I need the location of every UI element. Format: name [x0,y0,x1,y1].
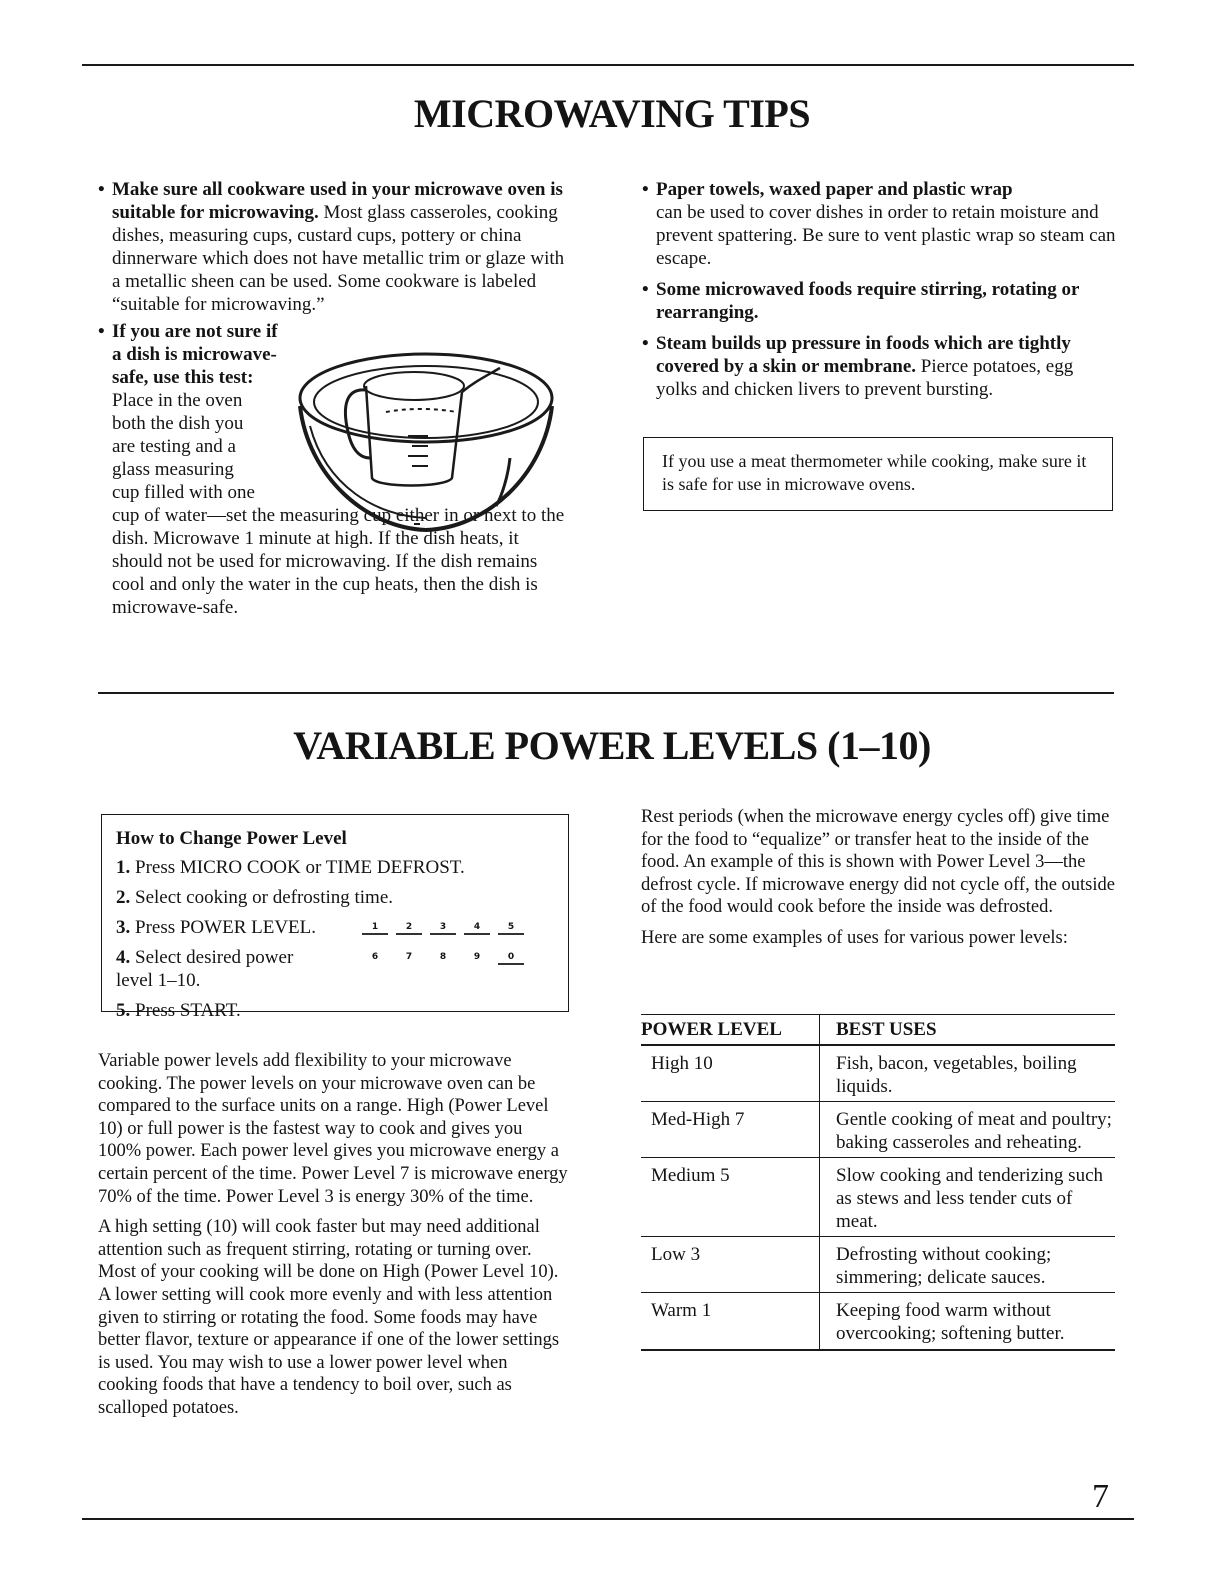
tip-line: cup filled with one [112,482,255,503]
keypad-key: 2 [396,921,422,935]
power-keypad-illustration [362,921,562,981]
tip-steam-text: Pierce potatoes, egg yolks and chicken livers to prevent bursting. [656,356,1074,400]
keypad-key: 9 [473,952,481,962]
tip-stirring: • Some microwaved foods require stirring, rotating or rearranging. [642,279,1080,323]
howto-step: 1. Press MICRO COOK or TIME DEFROST. [116,857,465,878]
keypad-key: 3 [430,921,456,935]
tip-paper-towels-bold: Paper towels, waxed paper and plastic wrap [656,179,1013,200]
tip-dish-test: • If you are not sure if a dish is microwave-safe, use this test: Place in the oven both the dish you are testing and a glass measuring cup filled with one cup of water—set the measuring cup either in or next to the dish. Microwave 1 minute at high. If the dish heats, it should not be used for microwaving. If the dish remains cool and only the water in the cup heats, then the dish is microwave-safe. [98,320,568,619]
howto-step: 4. Select desired power level 1–10. [116,947,294,991]
tip-paper-towels: • Paper towels, waxed paper and plastic wrap can be used to cover dishes in order to retain moisture and prevent spattering. Be sure to vent plastic wrap so steam can escape. [642,179,1116,269]
thermometer-note-box [643,437,1113,511]
tip-cookware: • Make sure all cookware used in your microwave oven is suitable for microwaving. Most glass casseroles, cooking dishes, measuring cups, custard cups, pottery or china dinnerware which does not have metallic trim or glaze with a metallic sheen can be used. Some cookware is labeled “suitable for microwaving.” [98,179,565,315]
section-title-microwaving-tips: MICROWAVING TIPS [413,91,811,136]
table-cell: Slow cooking and tenderizing such as stews and less tender cuts of meat. [836,1165,1104,1232]
table-cell: Fish, bacon, vegetables, boiling liquids. [836,1053,1077,1097]
table-cell: Med-High 7 [641,1102,820,1158]
power-para-1: Variable power levels add flexibility to your microwave cooking. The power levels on your microwave oven can be compared to the surface units on a range. High (Power Level 10) or full power is the fastest way to cook and gives you 100% power. Each power level gives you microwave energy a certain percent of the time. Power Level 7 is microwave energy 70% of the time. Power Level 3 is energy 30% of the time. [98,1051,568,1207]
power-para-examples: Here are some examples of uses for various power levels: [641,927,1068,948]
tip-cookware-text: Most glass casseroles, cooking dishes, measuring cups, custard cups, pottery or china dinnerware which does not have metallic trim or glaze with a metallic sheen can be used. Some cookware is labeled “suitable for microwaving.” [112,202,565,315]
table-cell: Low 3 [641,1237,820,1293]
keypad-key: 0 [498,951,524,965]
power-levels-table [641,1014,1115,1351]
keypad-key: 7 [405,952,413,962]
power-right-text [641,806,1117,950]
tip-line: Place in the oven [112,390,243,411]
table-row [641,1237,1115,1293]
tip-line: glass measuring [112,459,234,480]
tip-paper-towels-text: can be used to cover dishes in order to retain moisture and prevent spattering. Be sure to vent plastic wrap so steam can escape. [656,202,1116,269]
table-cell: Defrosting without cooking; simmering; delicate sauces. [836,1244,1052,1288]
thermometer-note: If you use a meat thermometer while cooking, make sure it is safe for use in microwave ovens. [662,451,1087,494]
table-cell: Medium 5 [641,1158,820,1237]
tip-steam: • Steam builds up pressure in foods which are tightly covered by a skin or membrane. Pierce potatoes, egg yolks and chicken livers to prevent bursting. [642,333,1074,400]
tips-right-column [642,178,1116,401]
section-divider [98,692,1114,694]
bottom-rule [82,1518,1134,1520]
top-rule [82,64,1134,66]
howto-step: 5. Press START. [116,1000,241,1021]
power-left-text [98,1050,568,1420]
howto-step: 3. Press POWER LEVEL. [116,917,317,938]
tip-cookware-bold: Make sure all cookware used in your microwave oven is suitable for microwaving. [112,179,563,223]
howto-step: 2. Select cooking or defrosting time. [116,887,394,908]
keypad-key: 1 [362,921,388,935]
tip-dish-test-rest: cup of water—set the measuring cup either in or next to the dish. Microwave 1 minute at high. If the dish heats, it should not be used for microwaving. If the dish remains cool and only the water in the cup heats, then the dish is microwave-safe. [112,505,565,618]
table-row [641,1045,1115,1102]
table-row [641,1293,1115,1351]
tip-line: are testing and a [112,436,236,457]
tip-steam-bold: Steam builds up pressure in foods which are tightly covered by a skin or membrane. [656,333,1071,377]
page-number: 7 [1092,1478,1109,1515]
table-header-row [641,1015,1115,1046]
tip-dish-test-lines [112,389,292,504]
howto-heading: How to Change Power Level [116,828,347,849]
keypad-key: 5 [498,921,524,935]
table-row [641,1102,1115,1158]
table-cell: Warm 1 [641,1293,820,1351]
table-cell: Gentle cooking of meat and poultry; baking casseroles and reheating. [836,1109,1112,1153]
howto-box [101,814,569,1021]
tip-stirring-bold: Some microwaved foods require stirring, rotating or rearranging. [656,279,1080,323]
power-para-rest: Rest periods (when the microwave energy cycles off) give time for the food to “equalize” or transfer heat to the inside of the food. An example of this is shown with Power Level 3—the defrost cycle. If microwave energy did not cycle off, the outside of the food would cook before the inside was defrosted. [641,807,1115,918]
tip-dish-test-bold: If you are not sure if a dish is microwave-safe, use this test: [112,321,278,388]
table-row [641,1158,1115,1237]
table-cell: High 10 [641,1045,820,1102]
table-cell: Keeping food warm without overcooking; softening butter. [836,1300,1065,1344]
keypad-key: 4 [464,921,490,935]
tip-line: both the dish you [112,413,244,434]
keypad-key: 8 [439,952,447,962]
measuring-cup-in-bowl-illustration [296,346,558,536]
keypad-key: 6 [371,952,379,962]
table-header: BEST USES [836,1019,937,1040]
table-header: POWER LEVEL [641,1015,820,1046]
power-para-2: A high setting (10) will cook faster but may need additional attention such as frequent stirring, rotating or turning over. Most of your cooking will be done on High (Power Level 10). A lower setting will cook more evenly and with less attention given to stirring or rotating the food. Some foods may have better flavor, texture or appearance if one of the lower settings is used. You may wish to use a lower power level when cooking foods that have a tendency to boil over, such as scalloped potatoes. [98,1217,560,1418]
section-title-power-levels: VARIABLE POWER LEVELS (1–10) [293,723,931,768]
